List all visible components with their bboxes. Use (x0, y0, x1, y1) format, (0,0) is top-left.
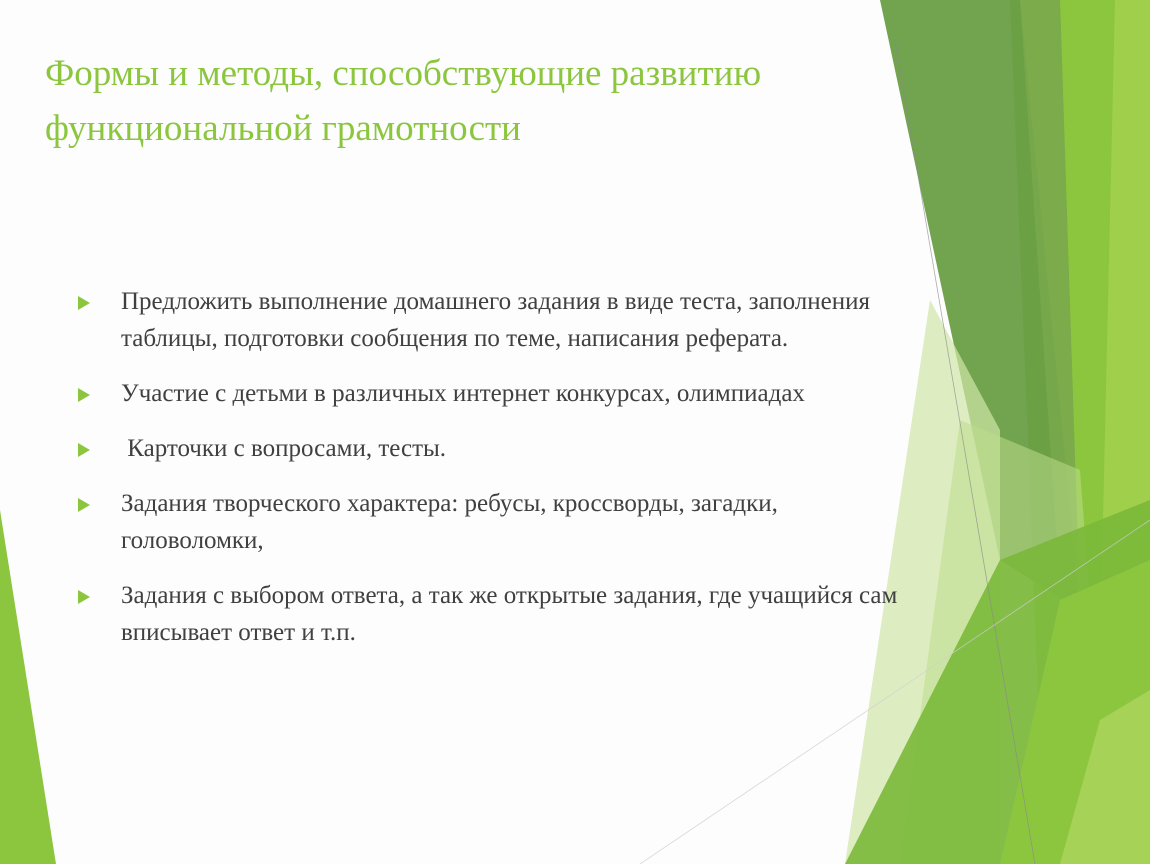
bullet-text: Задания творческого характера: ребусы, кроссворды, загадки, головоломки, (121, 490, 778, 554)
bullet-list (78, 283, 898, 669)
triangle-bullet-icon (78, 388, 90, 402)
bullet-item (78, 577, 898, 651)
triangle-bullet-icon (78, 498, 90, 512)
triangle-bullet-icon (78, 296, 90, 310)
bullet-item (78, 375, 898, 412)
bullet-text: Задания с выбором ответа, а так же открытые задания, где учащийся сам вписывает ответ и т.п. (121, 582, 898, 646)
slide-title: Формы и методы, способствующие развитию функциональной грамотности (45, 53, 762, 149)
left-green-sliver (0, 510, 56, 864)
triangle-bullet-icon (78, 443, 90, 457)
bullet-item (78, 485, 898, 559)
triangle-bullet-icon (78, 590, 90, 604)
bullet-text: Участие с детьми в различных интернет конкурсах, олимпиадах (121, 380, 805, 407)
bullet-item (78, 283, 898, 357)
bullet-text: Карточки с вопросами, тесты. (121, 435, 447, 462)
bullet-text: Предложить выполнение домашнего задания в виде теста, заполнения таблицы, подготовки сообщения по теме, написания реферата. (121, 288, 870, 352)
bullet-item (78, 430, 898, 467)
